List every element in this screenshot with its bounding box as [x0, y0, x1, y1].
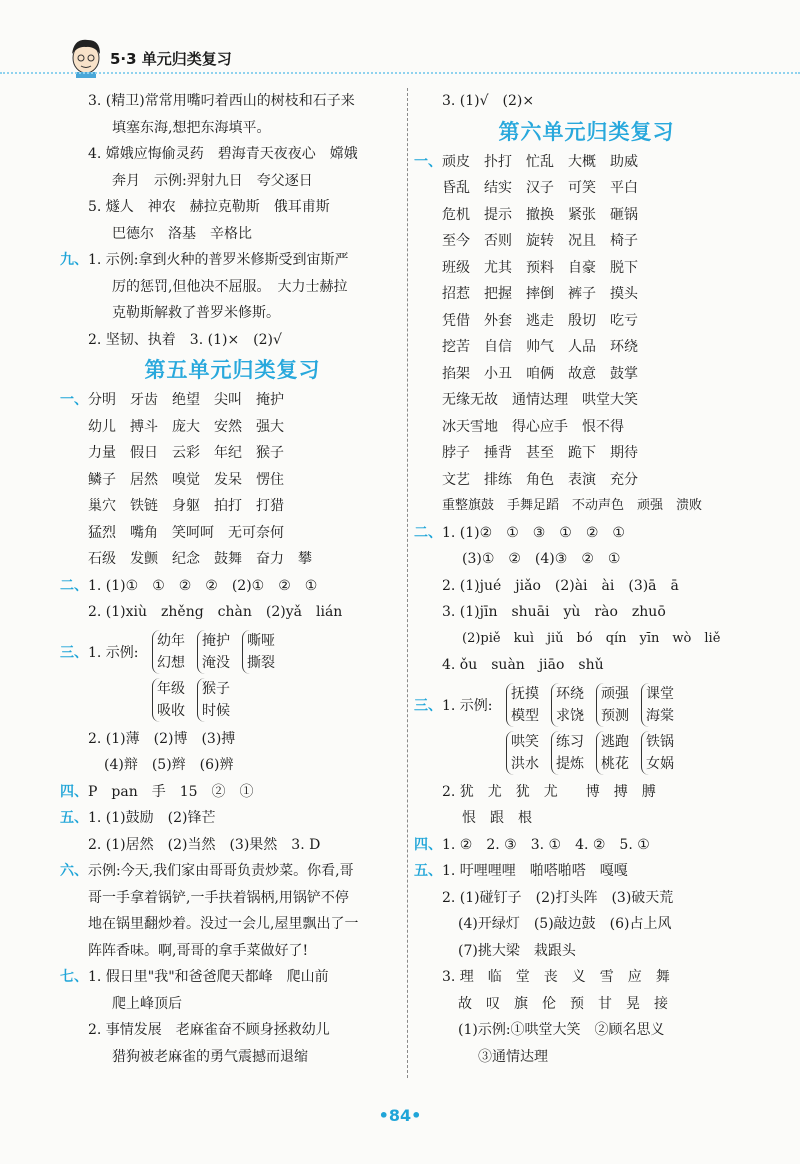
answer-line: 2. (1)薄 (2)博 (3)搏: [88, 730, 236, 747]
word: 逃跑: [601, 733, 629, 750]
answer-line: 1. 假日里"我"和爸爸爬天都峰 爬山前: [88, 969, 329, 985]
word: 铁锅: [646, 733, 674, 750]
answer-line: 哥一手拿着锅铲,一手扶着锅柄,用锅铲不停: [88, 889, 349, 906]
answer-line: 3. (1)√ (2)×: [442, 93, 535, 109]
answer-line: 1. 示例:拿到火种的普罗米修斯受到宙斯严: [88, 252, 349, 268]
answer-line: 3. (精卫)常常用嘴叼着西山的树枝和石子来: [88, 93, 355, 109]
answer-line: 凭借 外套 逃走 殷切 吃亏: [442, 312, 638, 329]
section-marker: 六、: [60, 863, 88, 879]
answer-line: 2. (1)碰钉子 (2)打头阵 (3)破天荒: [442, 889, 674, 906]
section-4: [60, 779, 405, 806]
section-1: [414, 149, 759, 176]
section-2: [60, 573, 405, 600]
left-column: [60, 88, 405, 1070]
word: 猴子: [202, 680, 230, 697]
word-pair: [641, 731, 674, 775]
word: 洪水: [511, 755, 539, 772]
answer-line: 阵阵香味。啊,哥哥的拿手菜做好了!: [88, 942, 309, 959]
answer-line: ③通情达理: [478, 1048, 548, 1065]
answer-line: 3. (1)jīn shuāi yù rào zhuō: [442, 604, 666, 620]
word: 撕裂: [247, 654, 275, 671]
section-title-unit5: 第五单元归类复习: [144, 358, 321, 382]
word: 求饶: [556, 707, 584, 724]
answer-line: 鳞子 居然 嗅觉 发呆 愣住: [88, 471, 284, 488]
answer-line: 1. (1)鼓励 (2)锋芒: [88, 810, 216, 826]
word: 海棠: [646, 707, 674, 724]
answer-line: 2. (1)居然 (2)当然 (3)果然 3. D: [88, 836, 321, 853]
answer-line: 厉的惩罚,但他决不屈服。 大力士赫拉: [112, 278, 348, 295]
answer-line: 2. (1)jué jiǎo (2)ài ài (3)ā ā: [442, 577, 679, 594]
word: 淹没: [202, 654, 230, 671]
word: 顽强: [601, 685, 629, 702]
section-marker: 七、: [60, 969, 88, 985]
answer-line: 5. 燧人 神农 赫拉克勒斯 俄耳甫斯: [88, 199, 330, 215]
word-pair: [641, 683, 674, 727]
answer-line: 挖苦 自信 帅气 人品 环绕: [442, 339, 638, 355]
word-pair: [152, 630, 185, 674]
word: 练习: [556, 733, 584, 750]
answer-line: (4)开绿灯 (5)敲边鼓 (6)占上风: [458, 916, 672, 932]
answer-line: 巢穴 铁链 身躯 拍打 打猎: [88, 498, 284, 514]
section-marker: 一、: [60, 392, 88, 408]
answer-line: 2. 犹 尤 犹 尤 博 搏 膊: [442, 783, 656, 800]
section-marker: 三、: [414, 697, 442, 714]
answer-line: 1. 吁哩哩哩 啪嗒啪嗒 嘎嘎: [442, 863, 628, 879]
word: 年级: [157, 680, 185, 697]
answer-label: 1. 示例:: [442, 697, 493, 714]
answer-line: 4. ǒu suàn jiāo shǔ: [442, 657, 604, 673]
answer-line: (3)① ② (4)③ ② ①: [462, 551, 621, 567]
word-pair: [506, 683, 539, 727]
answer-line: 填塞东海,想把东海填平。: [112, 119, 271, 136]
word-pair: [596, 683, 629, 727]
answer-line: 1. (1)① ① ② ② (2)① ② ①: [88, 577, 318, 594]
word: 幻想: [157, 654, 185, 671]
answer-line: 重整旗鼓 手舞足蹈 不动声色 顽强 溃败: [442, 498, 703, 513]
word-pair: [551, 731, 584, 775]
section-4: [414, 832, 759, 859]
answer-line: 奔月 示例:羿射九日 夸父逐日: [112, 172, 313, 189]
section-5: [60, 805, 405, 832]
word: 掩护: [202, 632, 230, 649]
answer-line: 昏乱 结实 汉子 可笑 平白: [442, 180, 638, 196]
word: 哄笑: [511, 733, 539, 750]
answer-line: 分明 牙齿 绝望 尖叫 掩护: [88, 392, 284, 408]
question-9: [60, 247, 405, 274]
answer-line: 2. (1)xiù zhěng chàn (2)yǎ lián: [88, 604, 343, 620]
section-3-group-2: [414, 731, 759, 775]
answer-line: 地在锅里翻炒着。没过一会儿,屋里飘出了一: [88, 916, 359, 932]
word: 吸收: [157, 702, 185, 719]
answer-line: 文艺 排练 角色 表演 充分: [442, 471, 638, 488]
word: 预测: [601, 707, 629, 724]
section-3-group-2: [60, 678, 405, 722]
word: 环绕: [556, 685, 584, 702]
answer-line: 石级 发颤 纪念 鼓舞 奋力 攀: [88, 551, 312, 567]
section-marker: 三、: [60, 644, 88, 661]
answer-label: 1. 示例:: [88, 644, 139, 661]
answer-line: 1. (1)② ① ③ ① ② ①: [442, 524, 625, 541]
answer-line: P pan 手 15 ② ①: [88, 783, 254, 800]
section-7: [60, 964, 405, 991]
section-marker: 四、: [60, 783, 88, 800]
answer-line: 1. ② 2. ③ 3. ① 4. ② 5. ①: [442, 836, 650, 853]
section-3-group-1: [60, 630, 405, 674]
answer-line: 示例:今天,我们家由哥哥负责炒菜。你看,哥: [88, 863, 354, 879]
section-2: [414, 520, 759, 547]
answer-line: 2. 坚韧、执着 3. (1)× (2)√: [88, 331, 282, 348]
section-title-unit6: 第六单元归类复习: [498, 119, 675, 144]
word: 嘶哑: [247, 632, 275, 649]
section-marker: 二、: [414, 524, 442, 541]
word: 幼年: [157, 632, 185, 649]
page-number: •84•: [378, 1106, 422, 1125]
answer-line: 3. 理 临 堂 丧 义 雪 应 舞: [442, 969, 670, 985]
word: 抚摸: [511, 685, 539, 702]
word: 课堂: [646, 685, 674, 702]
answer-line: 班级 尤其 预料 自豪 脱下: [442, 259, 638, 276]
section-6: [60, 858, 405, 885]
answer-line: 故 叹 旗 伦 预 甘 晃 接: [458, 995, 668, 1012]
answer-line: 恨 跟 根: [462, 810, 532, 826]
answer-line: 巴德尔 洛基 辛格比: [112, 225, 252, 242]
right-column: [414, 88, 759, 1070]
section-1: [60, 387, 405, 414]
word: 提炼: [556, 755, 584, 772]
section-marker: 四、: [414, 836, 442, 853]
header-divider: [0, 72, 800, 74]
answer-line: 无缘无故 通情达理 哄堂大笑: [442, 392, 638, 408]
answer-line: 危机 提示 撤换 紧张 砸锅: [442, 206, 638, 223]
section-3-group-1: [414, 683, 759, 727]
answer-line: 幼儿 搏斗 庞大 安然 强大: [88, 418, 284, 435]
word-pair: [197, 678, 230, 722]
answer-line: (2)piě kuì jiǔ bó qín yīn wò liě: [462, 630, 721, 646]
column-divider: [407, 88, 408, 1078]
section-marker: 五、: [414, 863, 442, 879]
word-pair: [242, 630, 275, 674]
answer-line: 招惹 把握 摔倒 裤子 摸头: [442, 286, 638, 302]
word-pair: [506, 731, 539, 775]
word: 女娲: [646, 755, 674, 772]
answer-line: 掐架 小丑 咱俩 故意 鼓掌: [442, 365, 638, 382]
answer-line: 爬上峰顶后: [112, 995, 182, 1012]
answer-line: (4)辩 (5)辫 (6)辨: [104, 757, 234, 773]
word: 时候: [202, 702, 230, 719]
section-marker: 一、: [414, 153, 442, 170]
header-title: 5·3 单元归类复习: [110, 50, 232, 68]
answer-line: 克勒斯解救了普罗米修斯。: [112, 305, 280, 321]
answer-line: (1)示例:①哄堂大笑 ②顾名思义: [458, 1022, 665, 1038]
answer-line: 力量 假日 云彩 年纪 猴子: [88, 445, 284, 461]
word-pair: [596, 731, 629, 775]
word-pair: [152, 678, 185, 722]
answer-line: 猛烈 嘴角 笑呵呵 无可奈何: [88, 524, 284, 541]
answer-line: (7)挑大梁 栽跟头: [458, 942, 576, 959]
answer-line: 顽皮 扑打 忙乱 大概 助威: [442, 153, 638, 170]
word-pair: [551, 683, 584, 727]
answer-line: 至今 否则 旋转 况且 椅子: [442, 233, 638, 249]
answer-line: 4. 嫦娥应悔偷灵药 碧海青天夜夜心 嫦娥: [88, 146, 358, 162]
section-marker: 九、: [60, 252, 88, 268]
page-header: [0, 0, 800, 84]
section-marker: 五、: [60, 810, 88, 826]
answer-line: 冰天雪地 得心应手 恨不得: [442, 418, 624, 435]
answer-line: 2. 事情发展 老麻雀奋不顾身拯救幼儿: [88, 1022, 330, 1038]
word-pair: [197, 630, 230, 674]
word: 桃花: [601, 755, 629, 772]
word: 模型: [511, 707, 539, 724]
section-marker: 二、: [60, 577, 88, 594]
answer-line: 脖子 捶背 甚至 跪下 期待: [442, 445, 638, 461]
answer-line: 猎狗被老麻雀的勇气震撼而退缩: [112, 1048, 308, 1065]
section-5: [414, 858, 759, 885]
